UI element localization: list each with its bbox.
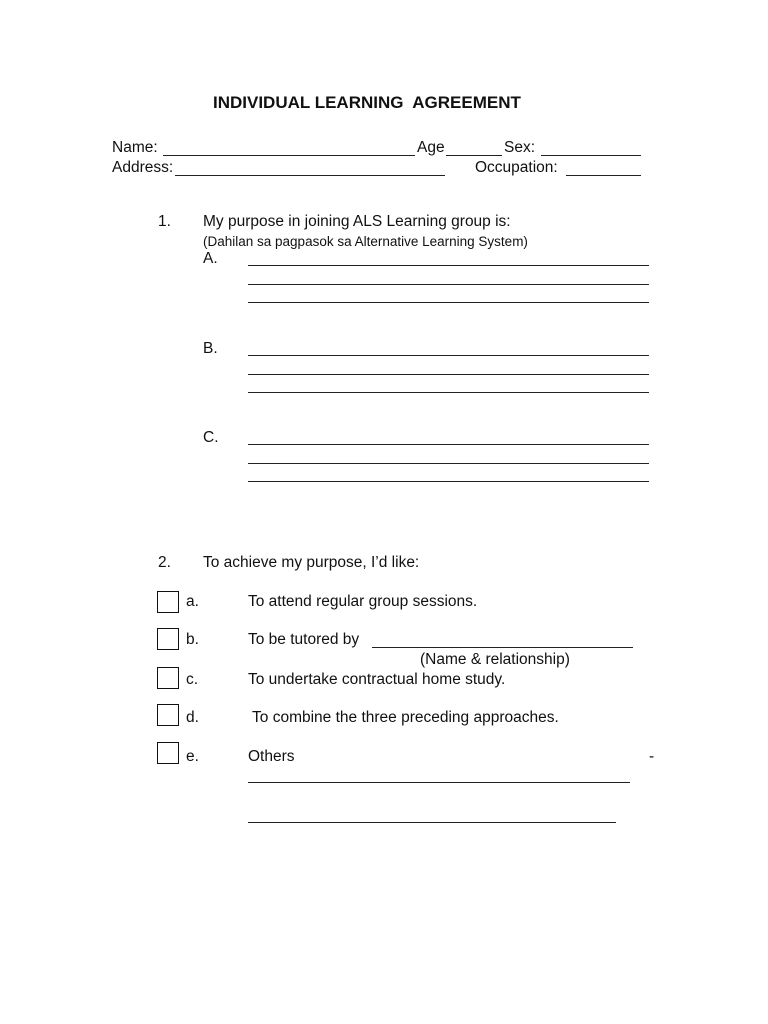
address-label: Address: [112,159,174,176]
option-d-letter: d. [186,709,199,726]
section2-question: To achieve my purpose, I’d like: [203,554,420,571]
name-label: Name: [112,139,158,156]
purpose-b-line-3[interactable] [248,392,649,393]
purpose-a-line-1[interactable] [248,265,649,266]
option-a-checkbox[interactable] [157,591,179,613]
option-e-checkbox[interactable] [157,742,179,764]
section1-translation: (Dahilan sa pagpasok sa Alternative Learning System) [203,234,528,249]
option-a-letter: a. [186,593,199,610]
purpose-b-line-1[interactable] [248,355,649,356]
purpose-a-letter: A. [203,250,218,267]
option-c-text: To undertake contractual home study. [248,671,506,688]
purpose-c-line-3[interactable] [248,481,649,482]
purpose-a-line-3[interactable] [248,302,649,303]
name-field-line[interactable] [163,155,415,156]
purpose-a-line-2[interactable] [248,284,649,285]
purpose-c-line-2[interactable] [248,463,649,464]
occupation-field-line[interactable] [566,175,641,176]
option-c-letter: c. [186,671,199,688]
age-field-line[interactable] [446,155,502,156]
purpose-b-line-2[interactable] [248,374,649,375]
option-d-text: To combine the three preceding approaches. [248,709,559,726]
document-title: INDIVIDUAL LEARNING AGREEMENT [213,93,521,112]
option-a-text: To attend regular group sessions. [248,593,478,610]
purpose-b-letter: B. [203,340,218,357]
occupation-label: Occupation: [475,159,558,176]
section1-number: 1. [158,213,171,230]
purpose-c-line-1[interactable] [248,444,649,445]
option-e-text: Others [248,748,295,765]
section2-number: 2. [158,554,171,571]
others-line-1[interactable] [248,782,630,783]
option-b-checkbox[interactable] [157,628,179,650]
option-b-text: To be tutored by [248,631,360,648]
age-label: Age [417,139,445,156]
sex-label: Sex: [504,139,536,156]
option-b-letter: b. [186,631,199,648]
option-e-letter: e. [186,748,199,765]
sex-field-line[interactable] [541,155,641,156]
others-line-2[interactable] [248,822,616,823]
purpose-c-letter: C. [203,429,219,446]
tutor-hint: (Name & relationship) [420,651,570,668]
section1-question: My purpose in joining ALS Learning group is: [203,213,511,230]
address-field-line[interactable] [175,175,445,176]
option-d-checkbox[interactable] [157,704,179,726]
others-dash: - [649,748,655,765]
option-c-checkbox[interactable] [157,667,179,689]
tutor-name-line[interactable] [372,647,633,648]
